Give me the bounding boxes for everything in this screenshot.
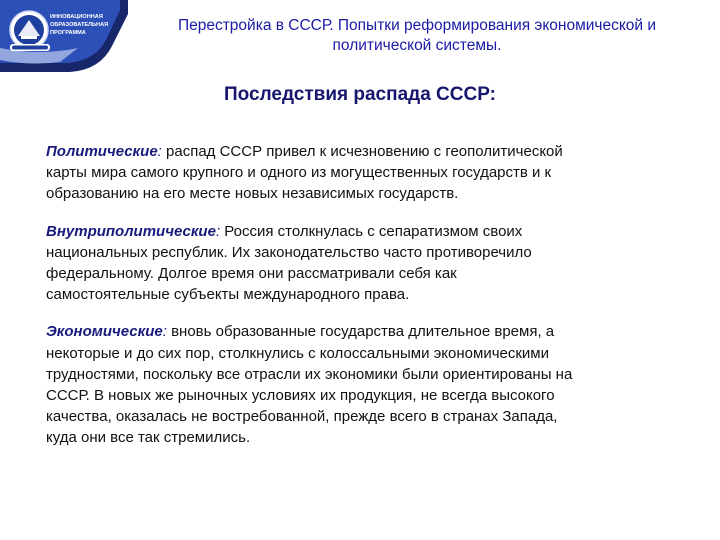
paragraph-internal [46,221,696,306]
paragraph-line: трудностями, поскольку все отрасли их экономики были ориентированы на [46,365,573,383]
paragraph-first-line [46,321,696,342]
paragraph-line: куда они все так стремились. [46,429,251,447]
paragraph-first-line [46,221,696,242]
paragraph-line: СССР. В новых же рыночных условиях их продукция, не всегда высокого [46,387,555,405]
logo-text-line-1: ИННОВАЦИОННАЯ [50,14,103,20]
paragraph-text: распад СССР привел к исчезновению с геополитической [161,143,563,160]
slide-title-line-1: Перестройка в СССР. Попытки реформирования экономической и [177,17,657,34]
paragraph-label-colon: : [157,143,162,160]
paragraph-text: Россия столкнулась с сепаратизмом своих [220,222,523,240]
paragraph-line: некоторые и до сих пор, столкнулись с колоссальными экономическими [46,344,549,362]
slide-content [46,141,696,465]
logo-text-line-3: ПРОГРАММА [50,30,86,36]
slide-subtitle: Последствия распада СССР: [224,84,496,105]
paragraph-label: Экономические [46,323,163,341]
paragraph-label-colon: : [162,323,167,341]
paragraph-line: качества, оказалась не востребованной, прежде всего в странах Запада, [46,408,558,426]
paragraph-first-line [46,141,696,162]
program-logo-icon [6,6,110,60]
paragraph-line: самостоятельные субъекты международного права. [46,286,410,304]
paragraph-label: Политические [46,143,158,160]
paragraph-line: образованию на его месте новых независимых государств. [46,185,459,203]
paragraph-economic [46,321,696,448]
slide-title-line-2: политической системы. [332,37,502,54]
paragraph-political [46,141,696,205]
paragraph-line: федеральному. Долгое время они рассматривали себя как [46,265,457,283]
paragraph-line: карты мира самого крупного и одного из могущественных государств и к [46,164,552,182]
paragraph-line: национальных республик. Их законодательство часто противоречило [46,243,532,261]
slide-title [118,16,716,56]
paragraph-label: Внутриполитические [46,222,216,240]
logo-text-line-2: ОБРАЗОВАТЕЛЬНАЯ [50,22,109,28]
paragraph-label-colon: : [215,222,221,240]
paragraph-text: вновь образованные государства длительное время, а [166,323,555,341]
